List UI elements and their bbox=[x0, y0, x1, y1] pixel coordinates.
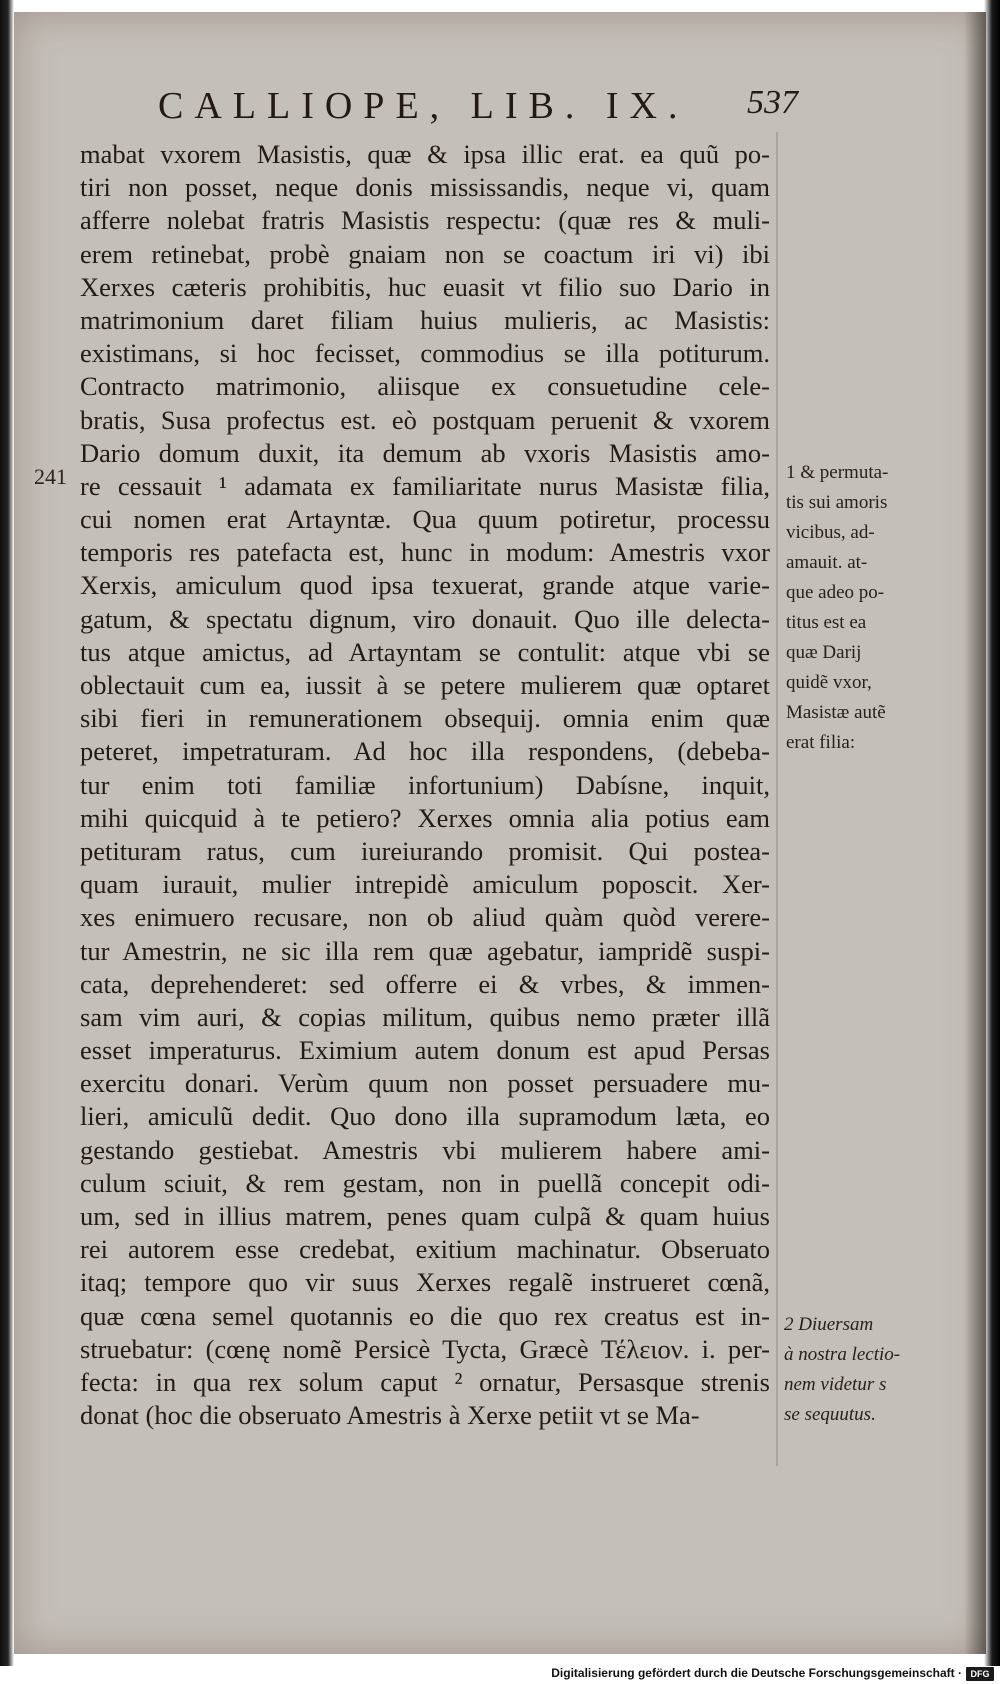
text-line: exercitu donari. Verùm quum non posset persuadere mu- bbox=[80, 1068, 770, 1099]
margin-note-line: amauit. at- bbox=[786, 552, 868, 573]
running-head: CALLIOPE, LIB. IX. bbox=[158, 85, 689, 127]
text-line: quam iurauit, mulier intrepidè amiculum poposcit. Xer- bbox=[80, 869, 770, 900]
text-column-rule bbox=[776, 132, 778, 1466]
text-line: rei autorem esse credebat, exitium machinatur. Obseruato bbox=[80, 1234, 770, 1265]
margin-note-line: à nostra lectio- bbox=[784, 1344, 901, 1365]
text-line: mabat vxorem Masistis, quæ & ipsa illic erat. ea quũ po- bbox=[80, 139, 770, 169]
text-line: cui nomen erat Artayntæ. Qua quum potiretur, processu bbox=[80, 504, 770, 535]
margin-note-line: erat filia: bbox=[786, 732, 856, 753]
text-line: Dario domum duxit, ita demum ab vxoris Masistis amo- bbox=[80, 437, 770, 468]
text-line: xes enimuero recusare, non ob aliud quàm quòd verere- bbox=[80, 902, 770, 933]
page-header bbox=[158, 76, 798, 132]
text-line: donat (hoc die obseruato Amestris à Xerxe petiit vt se Ma- bbox=[80, 1400, 700, 1431]
margin-note-line: 2 Diuersam bbox=[784, 1314, 874, 1335]
margin-note-line: vicibus, ad- bbox=[786, 522, 875, 543]
text-line: petituram ratus, cum iureiurando promisit. Qui postea- bbox=[80, 835, 770, 866]
text-line: gatum, & spectatu dignum, viro donauit. Quo ille delecta- bbox=[80, 603, 770, 634]
text-line: cata, deprehenderet: sed offerre ei & vrbes, & immen- bbox=[80, 968, 770, 999]
margin-note-line: 1 & permuta- bbox=[786, 462, 889, 483]
text-line: existimans, si hoc fecisset, commodius se illa potiturum. bbox=[80, 338, 770, 369]
margin-note-line: quæ Darij bbox=[786, 642, 862, 663]
text-line: erem retinebat, probè gnaiam non se coactum iri vi) ibi bbox=[80, 238, 770, 269]
text-line: bratis, Susa profectus est. eò postquam peruenit & vxorem bbox=[80, 404, 770, 435]
margin-note-line: quidẽ vxor, bbox=[786, 672, 872, 693]
line-number: 241 bbox=[34, 464, 67, 489]
margin-note-line: que adeo po- bbox=[786, 582, 885, 603]
text-line: struebatur: (cœnę nomẽ Persicè Tycta, Græcè Τέλειον. i. per- bbox=[80, 1333, 770, 1364]
margin-note-line: nem videtur s bbox=[784, 1374, 887, 1395]
margin-note-line: Masistæ autẽ bbox=[786, 702, 886, 723]
text-line: fecta: in qua rex solum caput ² ornatur, Persasque strenis bbox=[80, 1366, 770, 1397]
text-line: oblectauit cum ea, iussit à se petere mulierem quæ optaret bbox=[80, 670, 770, 700]
text-line: culum sciuit, & rem gestam, non in puellã concepit odi- bbox=[80, 1167, 770, 1198]
page-gutter-shadow bbox=[964, 12, 986, 1654]
text-line: re cessauit ¹ adamata ex familiaritate nurus Masistæ filia, bbox=[80, 470, 770, 501]
digitization-credit: Digitalisierung gefördert durch die Deutsche Forschungsgemeinschaft · bbox=[551, 1666, 962, 1680]
text-line: afferre nolebat fratris Masistis respectu: (quæ res & muli- bbox=[80, 205, 770, 236]
text-line: tus atque amictus, ad Artayntam se contulit: atque vbi se bbox=[80, 636, 770, 667]
text-line: matrimonium daret filiam huius mulieris, ac Masistis: bbox=[80, 304, 770, 335]
text-line: Xerxes cæteris prohibitis, huc euasit vt filio suo Dario in bbox=[80, 271, 770, 302]
text-line: sibi fieri in remunerationem obsequij. omnia enim quæ bbox=[80, 703, 770, 734]
text-line: quæ cœna semel quotannis eo die quo rex creatus est in- bbox=[80, 1300, 770, 1331]
dfg-logo: DFG bbox=[966, 1667, 994, 1681]
text-line: tiri non posset, neque donis mississandis, neque vi, quam bbox=[80, 172, 770, 203]
text-line: tur Amestrin, ne sic illa rem quæ agebatur, iampridẽ suspi- bbox=[80, 935, 770, 966]
text-line: lieri, amiculũ dedit. Quo dono illa supramodum læta, eo bbox=[80, 1101, 770, 1132]
page-number: 537 bbox=[747, 84, 798, 121]
body-text bbox=[80, 138, 770, 1432]
text-line: tur enim toti familiæ infortunium) Dabísne, inquit, bbox=[80, 769, 770, 800]
text-line: um, sed in illius matrem, penes quam culpã & quam huius bbox=[80, 1201, 770, 1231]
margin-note-line: titus est ea bbox=[786, 612, 867, 633]
text-line: Xerxis, amiculum quod ipsa texuerat, grande atque varie- bbox=[80, 570, 770, 601]
text-line: mihi quicquid à te petiero? Xerxes omnia alia potius eam bbox=[80, 802, 770, 833]
margin-note-line: tis sui amoris bbox=[786, 492, 888, 513]
text-line: temporis res patefacta est, hunc in modum: Amestris vxor bbox=[80, 537, 770, 568]
text-line: esset imperaturus. Eximium autem donum est apud Persas bbox=[80, 1035, 770, 1066]
margin-note-2 bbox=[784, 1310, 944, 1430]
text-line: sam vim auri, & copias militum, quibus nemo præter illã bbox=[80, 1001, 770, 1032]
text-line: itaq; tempore quo vir suus Xerxes regalẽ instrueret cœnã, bbox=[80, 1267, 770, 1298]
text-line: Contracto matrimonio, aliisque ex consuetudine cele- bbox=[80, 371, 770, 402]
margin-note-1 bbox=[786, 458, 936, 758]
text-line: gestando gestiebat. Amestris vbi mulierem habere ami- bbox=[80, 1134, 770, 1165]
text-line: peteret, impetraturam. Ad hoc illa respondens, (debeba- bbox=[80, 736, 770, 767]
margin-note-line: se sequutus. bbox=[784, 1404, 876, 1425]
